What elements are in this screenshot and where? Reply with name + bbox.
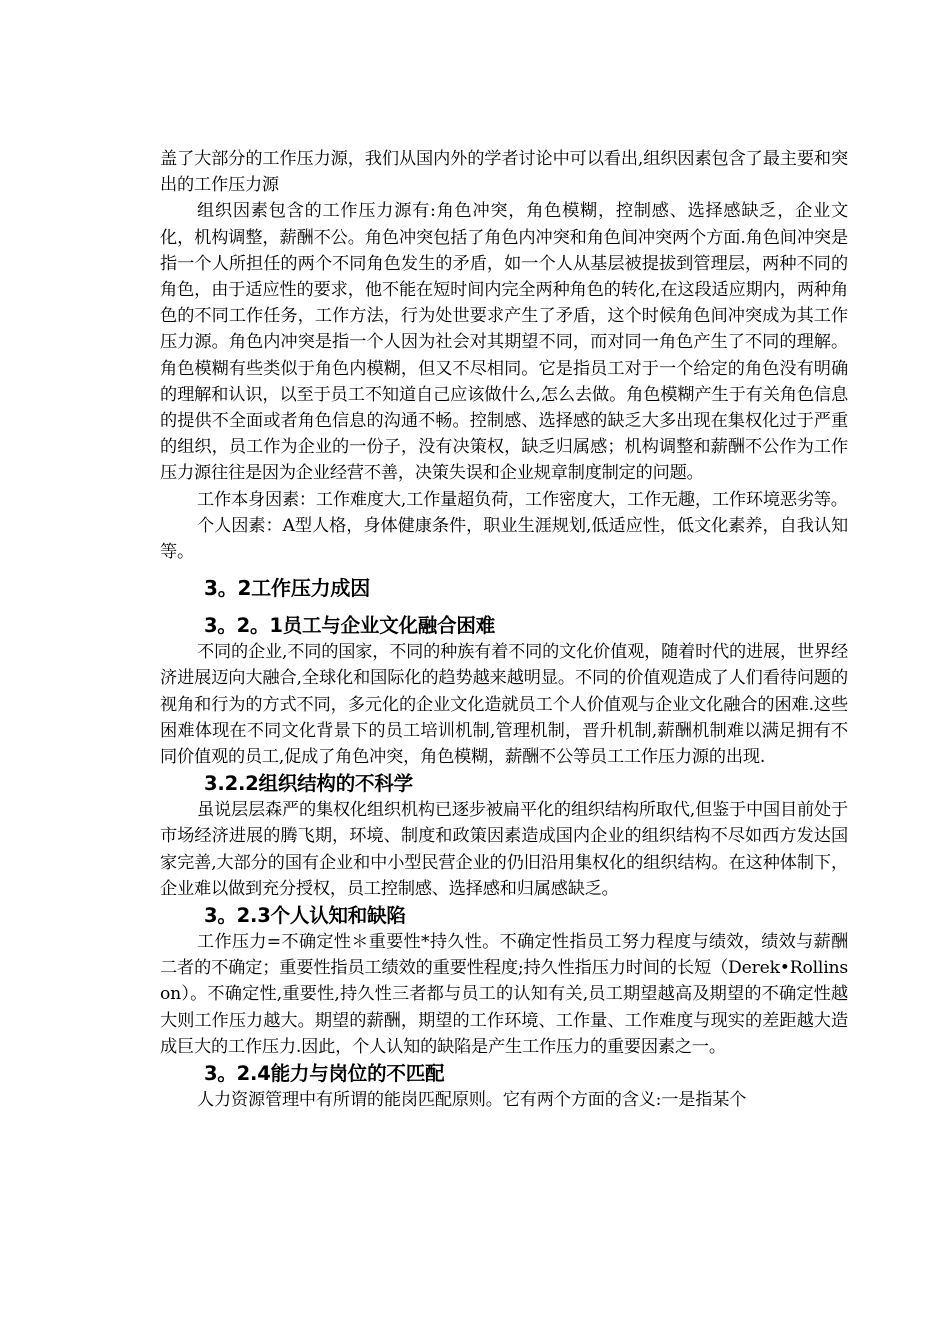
subsection-heading-3-2-1: 3。2。1员工与企业文化融合困难: [204, 614, 496, 638]
paragraph-culture-integration: 不同的企业,不同的国家，不同的种族有着不同的文化价值观，随着时代的进展，世界经济进展迈向大融合,全球化和国际化的趋势越来越明显。不同的价值观造成了人们看待问题的视角和行为的方式不同，多元化的企业文化造就员工个人价值观与企业文化融合的困难.这些困难体现在不同文化背景下的员工培训机制,管理机制，晋升机制,薪酬机制难以满足拥有不同价值观的员工,促成了角色冲突，角色模糊，薪酬不公等员工工作压力源的出现.: [160, 642, 848, 768]
subsection-heading-3-2-3: 3。2.3个人认知和缺陷: [204, 904, 406, 928]
paragraph-organizational-factors: 组织因素包含的工作压力源有:角色冲突，角色模糊，控制感、选择感缺乏，企业文化，机构调整，薪酬不公。角色冲突包括了角色内冲突和角色间冲突两个方面.角色间冲突是指一个人所担任的两个不同角色发生的矛盾，如一个人从基层被提拔到管理层，两种不同的角色，由于适应性的要求，他不能在短时间内完全两种角色的转化,在这段适应期内，两种角色的不同工作任务，工作方法，行为处世要求产生了矛盾，这个时候角色间冲突成为其工作压力源。角色内冲突是指一个人因为社会对其期望不同，而对同一角色产生了不同的理解。角色模糊有些类似于角色内模糊，但又不尽相同。它是指员工对于一个给定的角色没有明确的理解和认识，以至于员工不知道自己应该做什么,怎么去做。角色模糊产生于有关角色信息的提供不全面或者角色信息的沟通不畅。控制感、选择感的缺乏大多出现在集权化过于严重的组织，员工作为企业的一份子，没有决策权，缺乏归属感；机构调整和薪酬不公作为工作压力源往往是因为企业经营不善，决策失误和企业规章制度制定的问题。: [160, 201, 848, 484]
paragraph-personal-factors: 个人因素：A型人格，身体健康条件，职业生涯规划,低适应性，低文化素养，自我认知等。: [160, 515, 848, 563]
subsection-heading-3-2-4: 3。2.4能力与岗位的不匹配: [204, 1062, 445, 1086]
subsection-heading-3-2-2: 3.2.2组织结构的不科学: [204, 772, 413, 796]
paragraph-organization-structure: 虽说层层森严的集权化组织机构已逐步被扁平化的组织结构所取代,但鉴于中国目前处于市场经济进展的腾飞期，环境、制度和政策因素造成国内企业的组织结构不尽如西方发达国家完善,大部分的国有企业和中小型民营企业的仍旧沿用集权化的组织结构。在这种体制下，企业难以做到充分授权，员工控制感、选择感和归属感缺乏。: [160, 800, 848, 899]
section-heading-3-2: 3。2工作压力成因: [204, 576, 371, 601]
document-body: [160, 146, 848, 1113]
paragraph-continuation: 盖了大部分的工作压力源，我们从国内外的学者讨论中可以看出,组织因素包含了最主要和突出的工作压力源: [160, 149, 848, 196]
paragraph-ability-position-match: 人力资源管理中有所谓的能岗匹配原则。它有两个方面的含义:一是指某个: [197, 1090, 747, 1111]
paragraph-job-factors: 工作本身因素：工作难度大,工作量超负荷，工作密度大，工作无趣，工作环境恶劣等。: [197, 489, 848, 510]
paragraph-personal-cognition: 工作压力=不确定性＊重要性*持久性。不确定性指员工努力程度与绩效，绩效与薪酬二者的不确定；重要性指员工绩效的重要性程度;持久性指压力时间的长短（Derek•Rollinson）。不确定性,重要性,持久性三者都与员工的认知有关,员工期望越高及期望的不确定性越大则工作压力越大。期望的薪酬，期望的工作环境、工作量、工作难度与现实的差距越大造成巨大的工作压力.因此，个人认知的缺陷是产生工作压力的重要因素之一。: [160, 932, 848, 1057]
